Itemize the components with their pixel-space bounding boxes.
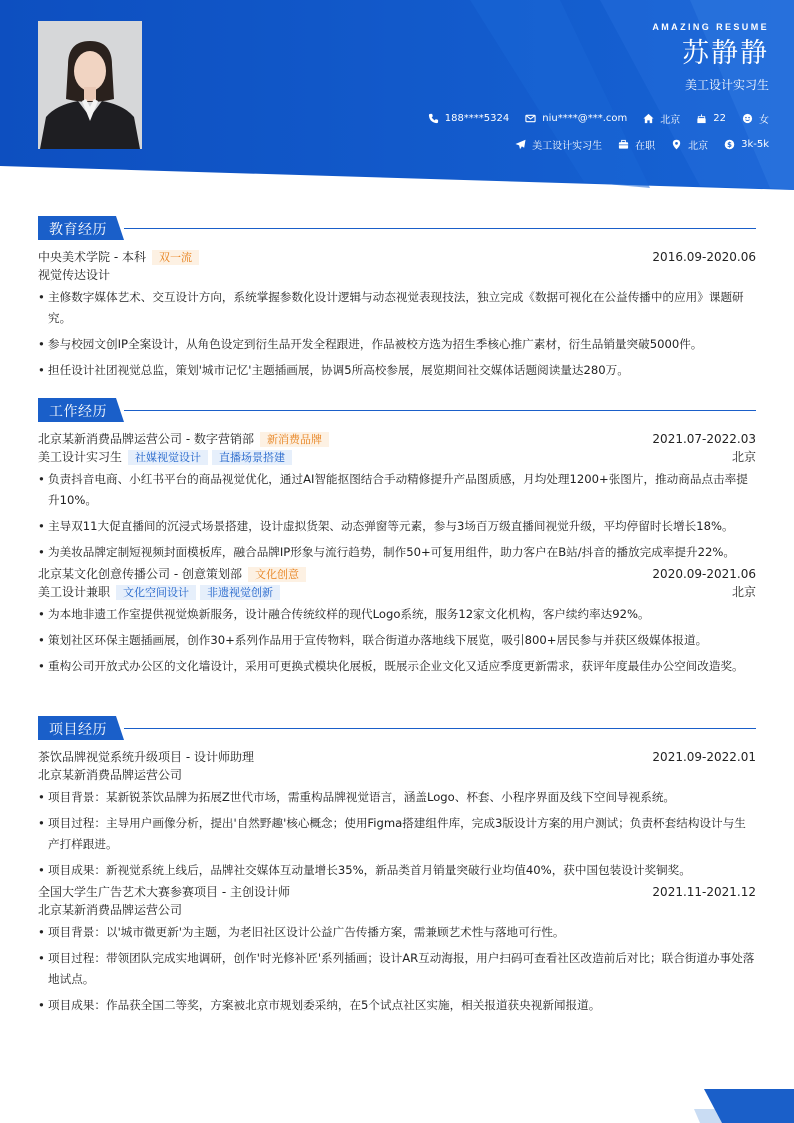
role-tag: 文化空间设计 [116,585,196,600]
list-item: • 参与校园文创IP全案设计，从角色设定到衍生品开发全程跟进，作品被校方选为招生季核心推广素材，衍生品销量突破5000件。 [38,334,756,355]
job-header [38,430,756,448]
work-section [38,398,756,677]
home-icon [643,113,654,124]
list-item: • 担任设计社团视觉总监，策划'城市记忆'主题插画展，协调5所高校参展，展览期间社交媒体话题阅读量达280万。 [38,360,756,381]
info-target-city [671,137,708,152]
info-status [618,137,655,152]
job-role: 美工设计实习生 [38,450,123,464]
list-item: • 主导双11大促直播间的沉浸式场景搭建，设计虚拟货架、动态弹窗等元素，参与3场百万级直播间视觉升级，平均停留时长增长18%。 [38,516,756,537]
projects-section [38,716,756,1016]
section-divider [124,410,756,411]
briefcase-icon [618,139,629,150]
mail-icon [525,113,536,124]
job-bullets [38,469,756,563]
resume-tagline: AMAZING RESUME [652,22,769,32]
list-item: • 项目过程：主导用户画像分析，提出'自然野趣'核心概念；使用Figma搭建组件库，完成3版设计方案的用户测试；负责杯套结构设计与生产打样跟进。 [38,813,756,855]
section-title: 工作经历 [49,404,107,420]
info-hometown [643,111,680,126]
profile-photo [38,21,142,149]
salary-icon [724,139,735,150]
info-age [696,113,726,124]
candidate-name: 苏静静 [682,38,769,69]
gender-text: 女 [759,115,769,126]
job-date: 2020.09-2021.06 [652,567,756,581]
candidate-title: 美工设计实习生 [684,78,769,92]
location-pin-icon [671,139,682,150]
list-item: • 项目背景：以'城市微更新'为主题，为老旧社区设计公益广告传播方案，需兼顾艺术性与落地可行性。 [38,922,756,943]
info-gender [742,111,769,126]
company-name: 北京某新消费品牌运营公司 - 数字营销部 [38,432,254,446]
job-bullets [38,604,756,677]
job-role-row [38,583,756,601]
age-text: 22 [713,113,726,124]
education-entry-header [38,248,756,266]
job-header [38,565,756,583]
project-header [38,748,756,766]
education-section [38,216,756,381]
project-date: 2021.09-2022.01 [652,750,756,764]
job-role: 美工设计兼职 [38,585,111,599]
project-name: 茶饮品牌视觉系统升级项目 - 设计师助理 [38,750,254,764]
list-item: • 负责抖音电商、小红书平台的商品视觉优化，通过AI智能抠图结合手动精修提升产品图质感，月均处理1200+张图片，推动商品点击率提升10%。 [38,469,756,511]
job-intent-row [209,137,769,152]
project-bullets [38,787,756,881]
person-silhouette-icon [38,21,142,149]
section-divider [124,228,756,229]
list-item: • 项目背景：某新锐茶饮品牌为拓展Z世代市场，需重构品牌视觉语言，涵盖Logo、杯套、小程序界面及线下空间导视系统。 [38,787,756,808]
job-location: 北京 [731,585,756,599]
info-phone [428,113,510,124]
project-date: 2021.11-2021.12 [652,885,756,899]
company-name: 北京某文化创意传播公司 - 创意策划部 [38,567,242,581]
phone-text: 188****5324 [444,113,510,124]
project-header [38,883,756,901]
section-title: 教育经历 [49,222,107,238]
target-city-text: 北京 [688,141,709,152]
info-target-position [515,137,602,152]
status-text: 在职 [635,141,656,152]
list-item: • 主修数字媒体艺术、交互设计方向，系统掌握参数化设计逻辑与动态视觉表现技法，独立完成《数据可视化在公益传播中的应用》课题研究。 [38,287,756,329]
job-location: 北京 [731,450,756,464]
project-bullets [38,922,756,1016]
contact-row [209,111,769,126]
project-name: 全国大学生广告艺术大赛参赛项目 - 主创设计师 [38,885,290,899]
list-item: • 项目过程：带领团队完成实地调研，创作'时光修补匠'系列插画；设计AR互动海报，用户扫码可查看社区改造前后对比；联合街道办事处落地试点。 [38,948,756,990]
section-title: 项目经历 [49,722,107,738]
education-bullets [38,287,756,381]
school-tag: 双一流 [152,250,199,265]
role-tag: 社媒视觉设计 [128,450,208,465]
info-email [525,113,627,124]
list-item: • 项目成果：作品获全国二等奖，方案被北京市规划委采纳，在5个试点社区实施，相关报道获央视新闻报道。 [38,995,756,1016]
footer-decoration [0,1083,794,1123]
gender-icon [742,113,753,124]
section-header [38,216,756,240]
info-salary [724,139,769,150]
major: 视觉传达设计 [38,268,111,282]
company-tag: 文化创意 [248,567,306,582]
project-company: 北京某新消费品牌运营公司 [38,768,183,782]
job-role-row [38,448,756,466]
section-header [38,398,756,422]
list-item: • 项目成果：新视觉系统上线后，品牌社交媒体互动量增长35%，新品类首月销量突破行业均值40%，获中国包装设计奖铜奖。 [38,860,756,881]
job-date: 2021.07-2022.03 [652,432,756,446]
send-icon [515,139,526,150]
project-company: 北京某新消费品牌运营公司 [38,903,183,917]
job-entry [38,565,756,677]
list-item: • 为本地非遗工作室提供视觉焕新服务，设计融合传统纹样的现代Logo系统，服务12家文化机构，客户续约率达92%。 [38,604,756,625]
project-entry [38,883,756,1016]
header-info [209,22,769,152]
education-date: 2016.09-2020.06 [652,250,756,264]
section-divider [124,728,756,729]
email-text: niu****@***.com [542,113,628,124]
target-position-text: 美工设计实习生 [532,141,603,152]
list-item: • 为美妆品牌定制短视频封面模板库，融合品牌IP形象与流行趋势，制作50+可复用组件，助力客户在B站/抖音的播放完成率提升22%。 [38,542,756,563]
section-header [38,716,756,740]
svg-text:$: $ [727,140,732,149]
project-entry [38,748,756,881]
job-entry [38,430,756,563]
company-tag: 新消费品牌 [260,432,329,447]
list-item: • 策划社区环保主题插画展，创作30+系列作品用于宣传物料，联合街道办落地线下展览，吸引800+居民参与并获区级媒体报道。 [38,630,756,651]
cake-icon [696,113,707,124]
list-item: • 重构公司开放式办公区的文化墙设计，采用可更换式模块化展板，既展示企业文化又适应季度更新需求，获评年度最佳办公空间改造奖。 [38,656,756,677]
salary-text: 3k-5k [741,139,769,150]
role-tag: 直播场景搭建 [212,450,292,465]
hometown-text: 北京 [660,115,681,126]
role-tag: 非遗视觉创新 [200,585,280,600]
phone-icon [428,113,439,124]
school-name: 中央美术学院 - 本科 [38,250,146,264]
